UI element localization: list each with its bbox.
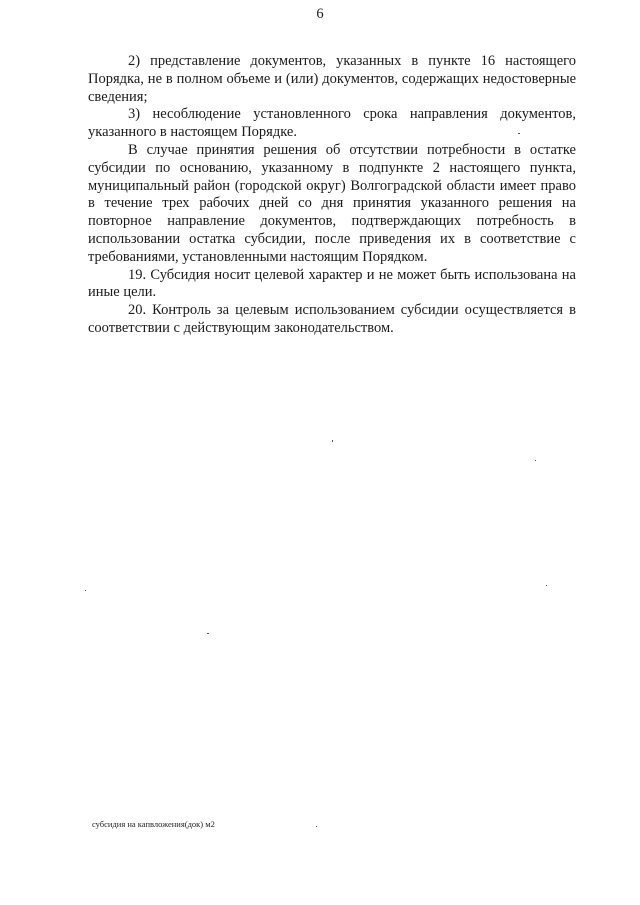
footer-note: субсидия на капвложения(док) м2 xyxy=(92,819,215,829)
scan-speck xyxy=(518,133,520,134)
document-body xyxy=(88,53,576,338)
paragraph-note: В случае принятия решения об отсутствии потребности в остатке субсидии по основанию, указанному в подпункте 2 настоящего пункта, муниципальный район (городской округ) Волгоградской области имеет право в течение трех рабочих дней со дня принятия указанного решения на повторное направление документов, подтверждающих потребность в использовании остатка субсидии, после приведения их в соответствие с требованиями, установленными настоящим Порядком. xyxy=(88,141,576,265)
paragraph-item-3: 3) несоблюдение установленного срока направления документов, указанного в настоящем Порядке. xyxy=(88,106,576,141)
paragraph-20: 20. Контроль за целевым использованием субсидии осуществляется в соответствии с действующим законодательством. xyxy=(88,302,576,336)
scan-speck xyxy=(546,585,547,586)
scan-speck xyxy=(332,440,333,442)
scan-speck xyxy=(207,633,209,634)
scan-speck xyxy=(85,590,86,591)
paragraph-19: 19. Субсидия носит целевой характер и не может быть использована на иные цели. xyxy=(88,266,576,301)
paragraph-item-2: 2) представление документов, указанных в пункте 16 настоящего Порядка, не в полном объеме и (или) документов, содержащих недостоверные сведения; xyxy=(88,53,576,105)
page-number: 6 xyxy=(316,6,324,22)
scan-speck xyxy=(535,460,536,461)
scan-speck xyxy=(316,826,317,827)
